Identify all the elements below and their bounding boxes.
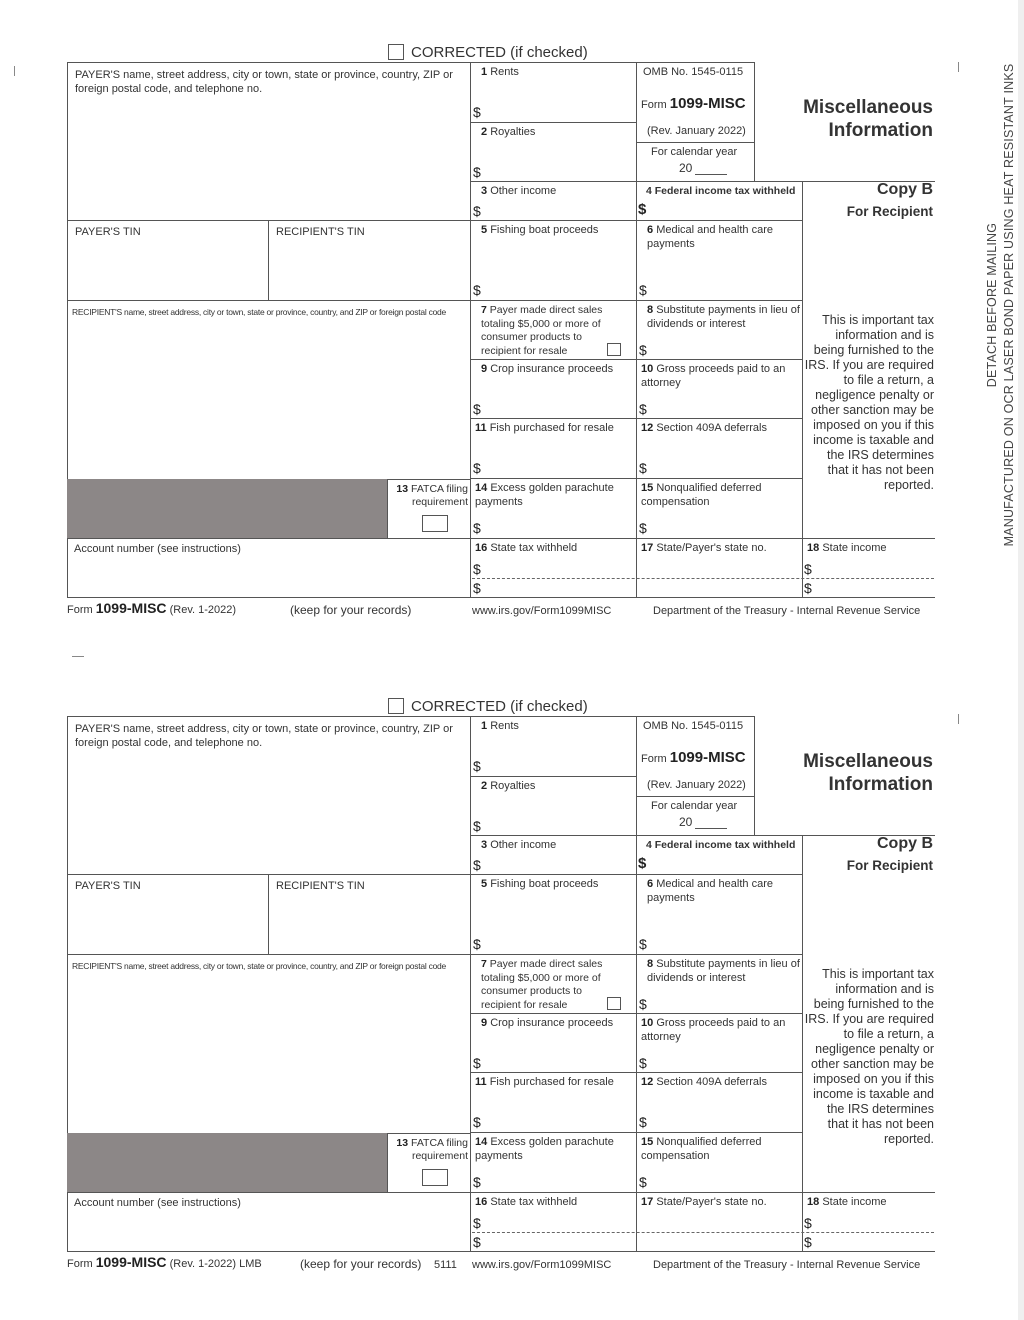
copy-b-label: Copy B [877,835,933,852]
calendar-year-label: For calendar year [651,800,738,812]
for-recipient-label: For Recipient [846,858,933,873]
dollar-sign: $ [473,282,481,298]
box-15-nonqualified[interactable] [636,478,803,539]
dollar-sign: $ [473,758,481,774]
payer-name-box[interactable] [67,716,471,875]
shaded-area [67,1133,388,1193]
box-2-label: 2 Royalties [481,126,536,138]
recipient-tin-box[interactable] [268,874,471,955]
box-7-direct-sales [470,300,637,360]
box-7-direct-sales [470,954,637,1014]
year-blank[interactable] [695,828,727,829]
box-18-state-income[interactable] [802,1192,935,1252]
box-16-label: 16 State tax withheld [475,542,578,554]
box-10-gross-proceeds[interactable] [636,359,803,419]
box-5-label: 5 Fishing boat proceeds [481,224,599,236]
box-16-label: 16 State tax withheld [475,1196,578,1208]
box-16-state-tax[interactable] [470,538,637,598]
title-line-2: Information [828,120,933,141]
box-3-label: 3 Other income [481,185,557,197]
footer-url[interactable]: www.irs.gov/Form1099MISC [472,1259,612,1271]
important-notice: This is important tax information and is being furnished to the IRS. If you are required to file a return, a negligence penalty or other sanction may be imposed on you if this income is taxable and the IRS determines that it has not been reported. [804,313,934,492]
form-title [780,750,933,796]
recipient-name-label: RECIPIENT'S name, street address, city or town, state or province, country, and ZIP or foreign postal code [72,961,447,971]
box-4-federal-withheld[interactable] [636,181,803,221]
box-11-label: 11 Fish purchased for resale [475,422,614,434]
dollar-sign: $ [473,936,481,952]
box-9-label: 9 Crop insurance proceeds [481,1017,614,1029]
shaded-area [67,479,388,539]
box-10-gross-proceeds[interactable] [636,1013,803,1073]
box-2-label: 2 Royalties [481,780,536,792]
dollar-sign: $ [473,857,481,873]
corrected-label: CORRECTED (if checked) [411,44,588,61]
dollar-sign: $ [473,164,481,180]
box-12-section-409a[interactable] [636,1072,803,1133]
dollar-sign: $ [638,855,647,872]
footer-keep: (keep for your records) [300,1257,422,1271]
box-15-label: 15 Nonqualified deferred compensation [641,1136,762,1162]
footer-code: 5111 [434,1259,457,1271]
recipient-tin-label: RECIPIENT'S TIN [276,226,365,238]
box-17-state-no[interactable] [636,1192,803,1252]
state-divider [472,578,934,579]
dollar-sign: $ [804,580,812,596]
box-9-label: 9 Crop insurance proceeds [481,363,614,375]
dollar-sign: $ [473,818,481,834]
box-13-fatca [387,1133,471,1193]
paper-notice: MANUFACTURED ON OCR LASER BOND PAPER USING HEAT RESISTANT INKS [1002,63,1016,547]
recipient-name-label: RECIPIENT'S name, street address, city or town, state or province, country, and ZIP or foreign postal code [72,307,447,317]
box-1-rents[interactable] [470,716,637,777]
dollar-sign: $ [639,1114,647,1130]
payer-tin-box[interactable] [67,874,269,955]
dollar-sign: $ [804,561,812,577]
state-divider [472,1232,934,1233]
box-7-label: 7 Payer made direct sales totaling $5,000 or more of consumer products to recipient for resale [481,958,603,1011]
dollar-sign: $ [473,1114,481,1130]
account-number-label: Account number (see instructions) [74,1197,241,1209]
box-12-section-409a[interactable] [636,418,803,479]
year-blank[interactable] [695,174,727,175]
dollar-sign: $ [473,561,481,577]
box-14-label: 14 Excess golden parachute payments [475,482,614,508]
corrected-checkbox[interactable] [388,698,404,714]
box-9-crop-insurance[interactable] [470,1013,637,1073]
calendar-year-label: For calendar year [651,146,738,158]
corrected-checkbox[interactable] [388,44,404,60]
payer-tin-label: PAYER'S TIN [75,880,141,892]
dollar-sign: $ [639,460,647,476]
box-10-label: 10 Gross proceeds paid to an attorney [641,363,786,389]
box-14-golden-parachute[interactable] [470,1132,637,1193]
box-15-nonqualified[interactable] [636,1132,803,1193]
fatca-checkbox[interactable] [422,515,448,532]
form-1099-misc-bottom [0,654,1024,1271]
box-2-royalties[interactable] [470,122,637,182]
box-1-label: 1 Rents [481,66,519,78]
box-18-label: 18 State income [807,1196,887,1208]
recipient-name-box[interactable] [67,954,471,1134]
footer-department: Department of the Treasury - Internal Revenue Service [653,1259,921,1271]
box-4-label: 4 Federal income tax withheld [646,839,796,851]
direct-sales-checkbox[interactable] [607,997,621,1010]
fatca-checkbox[interactable] [422,1169,448,1186]
box-8-label: 8 Substitute payments in lieu of dividends or interest [647,958,800,984]
box-15-label: 15 Nonqualified deferred compensation [641,482,762,508]
dollar-sign: $ [473,1215,481,1231]
dollar-sign: $ [639,342,647,358]
dollar-sign: $ [639,996,647,1012]
calendar-year-box [636,142,755,182]
calendar-year: 20 [679,815,693,829]
dollar-sign: $ [639,520,647,536]
dollar-sign: $ [639,1174,647,1190]
box-13-fatca [387,479,471,539]
fatca-label: 13 FATCA filing requirement [396,1137,468,1162]
box-14-golden-parachute[interactable] [470,478,637,539]
detach-notice: DETACH BEFORE MAILING [985,222,999,388]
direct-sales-checkbox[interactable] [607,343,621,356]
box-6-label: 6 Medical and health care payments [647,224,773,250]
recipient-tin-box[interactable] [268,220,471,301]
title-line-2: Information [828,774,933,795]
footer-form-id: Form 1099-MISC (Rev. 1-2022) LMB [67,1254,262,1270]
box-3-other-income[interactable] [470,835,637,875]
form-id-box [636,62,755,143]
account-number-box[interactable] [67,1192,471,1252]
account-number-box[interactable] [67,538,471,598]
box-18-label: 18 State income [807,542,887,554]
title-line-1: Miscellaneous [803,97,933,118]
form-title [780,96,933,142]
revision-date: (Rev. January 2022) [647,125,746,137]
box-6-label: 6 Medical and health care payments [647,878,773,904]
for-recipient-label: For Recipient [846,204,933,219]
footer-keep: (keep for your records) [290,603,412,617]
dollar-sign: $ [639,401,647,417]
box-5-fishing-boat[interactable] [470,874,637,955]
payer-tin-box[interactable] [67,220,269,301]
dollar-sign: $ [473,203,481,219]
box-2-royalties[interactable] [470,776,637,836]
box-6-medical[interactable] [636,220,803,301]
dollar-sign: $ [639,282,647,298]
calendar-year-box [636,796,755,836]
box-8-label: 8 Substitute payments in lieu of dividends or interest [647,304,800,330]
box-11-label: 11 Fish purchased for resale [475,1076,614,1088]
recipient-tin-label: RECIPIENT'S TIN [276,880,365,892]
box-1-rents[interactable] [470,62,637,123]
copy-b-label: Copy B [877,181,933,198]
dollar-sign: $ [639,936,647,952]
box-12-label: 12 Section 409A deferrals [641,422,767,434]
dollar-sign: $ [473,1174,481,1190]
recipient-name-box[interactable] [67,300,471,480]
form-name: Form 1099-MISC [641,749,746,766]
box-10-label: 10 Gross proceeds paid to an attorney [641,1017,786,1043]
dollar-sign: $ [804,1215,812,1231]
dollar-sign: $ [473,1055,481,1071]
dollar-sign: $ [473,1234,481,1250]
footer-form-id: Form 1099-MISC (Rev. 1-2022) [67,600,237,616]
box-5-fishing-boat[interactable] [470,220,637,301]
title-line-1: Miscellaneous [803,751,933,772]
dollar-sign: $ [473,460,481,476]
account-number-label: Account number (see instructions) [74,543,241,555]
payer-name-box[interactable] [67,62,471,221]
omb-number: OMB No. 1545-0115 [643,720,744,732]
form-1099-misc-top [0,0,1024,617]
corrected-label: CORRECTED (if checked) [411,698,588,715]
footer-url[interactable]: www.irs.gov/Form1099MISC [472,605,612,617]
box-6-medical[interactable] [636,874,803,955]
fatca-label: 13 FATCA filing requirement [396,483,468,508]
box-3-other-income[interactable] [470,181,637,221]
box-7-label: 7 Payer made direct sales totaling $5,000 or more of consumer products to recipient for resale [481,304,603,357]
payer-name-label: PAYER'S name, street address, city or town, state or province, country, ZIP or foreign postal code, and telephone no. [75,69,453,95]
payer-name-label: PAYER'S name, street address, city or town, state or province, country, ZIP or foreign postal code, and telephone no. [75,723,453,749]
dollar-sign: $ [473,104,481,120]
dollar-sign: $ [473,520,481,536]
box-11-fish-purchased[interactable] [470,418,637,479]
dollar-sign: $ [473,401,481,417]
dollar-sign: $ [804,1234,812,1250]
box-17-label: 17 State/Payer's state no. [641,542,767,554]
box-4-label: 4 Federal income tax withheld [646,185,796,197]
revision-date: (Rev. January 2022) [647,779,746,791]
calendar-year: 20 [679,161,693,175]
important-notice: This is important tax information and is being furnished to the IRS. If you are required to file a return, a negligence penalty or other sanction may be imposed on you if this income is taxable and the IRS determines that it has not been reported. [804,967,934,1146]
box-5-label: 5 Fishing boat proceeds [481,878,599,890]
box-4-federal-withheld[interactable] [636,835,803,875]
payer-tin-label: PAYER'S TIN [75,226,141,238]
form-name: Form 1099-MISC [641,95,746,112]
box-3-label: 3 Other income [481,839,557,851]
box-14-label: 14 Excess golden parachute payments [475,1136,614,1162]
dollar-sign: $ [639,1055,647,1071]
box-1-label: 1 Rents [481,720,519,732]
omb-number: OMB No. 1545-0115 [643,66,744,78]
box-18-state-income[interactable] [802,538,935,598]
box-9-crop-insurance[interactable] [470,359,637,419]
dollar-sign: $ [638,201,647,218]
box-12-label: 12 Section 409A deferrals [641,1076,767,1088]
form-id-box [636,716,755,797]
footer-department: Department of the Treasury - Internal Revenue Service [653,605,921,617]
box-16-state-tax[interactable] [470,1192,637,1252]
box-8-substitute-payments[interactable] [636,300,803,360]
dollar-sign: $ [473,580,481,596]
box-8-substitute-payments[interactable] [636,954,803,1014]
box-17-state-no[interactable] [636,538,803,598]
box-11-fish-purchased[interactable] [470,1072,637,1133]
box-17-label: 17 State/Payer's state no. [641,1196,767,1208]
